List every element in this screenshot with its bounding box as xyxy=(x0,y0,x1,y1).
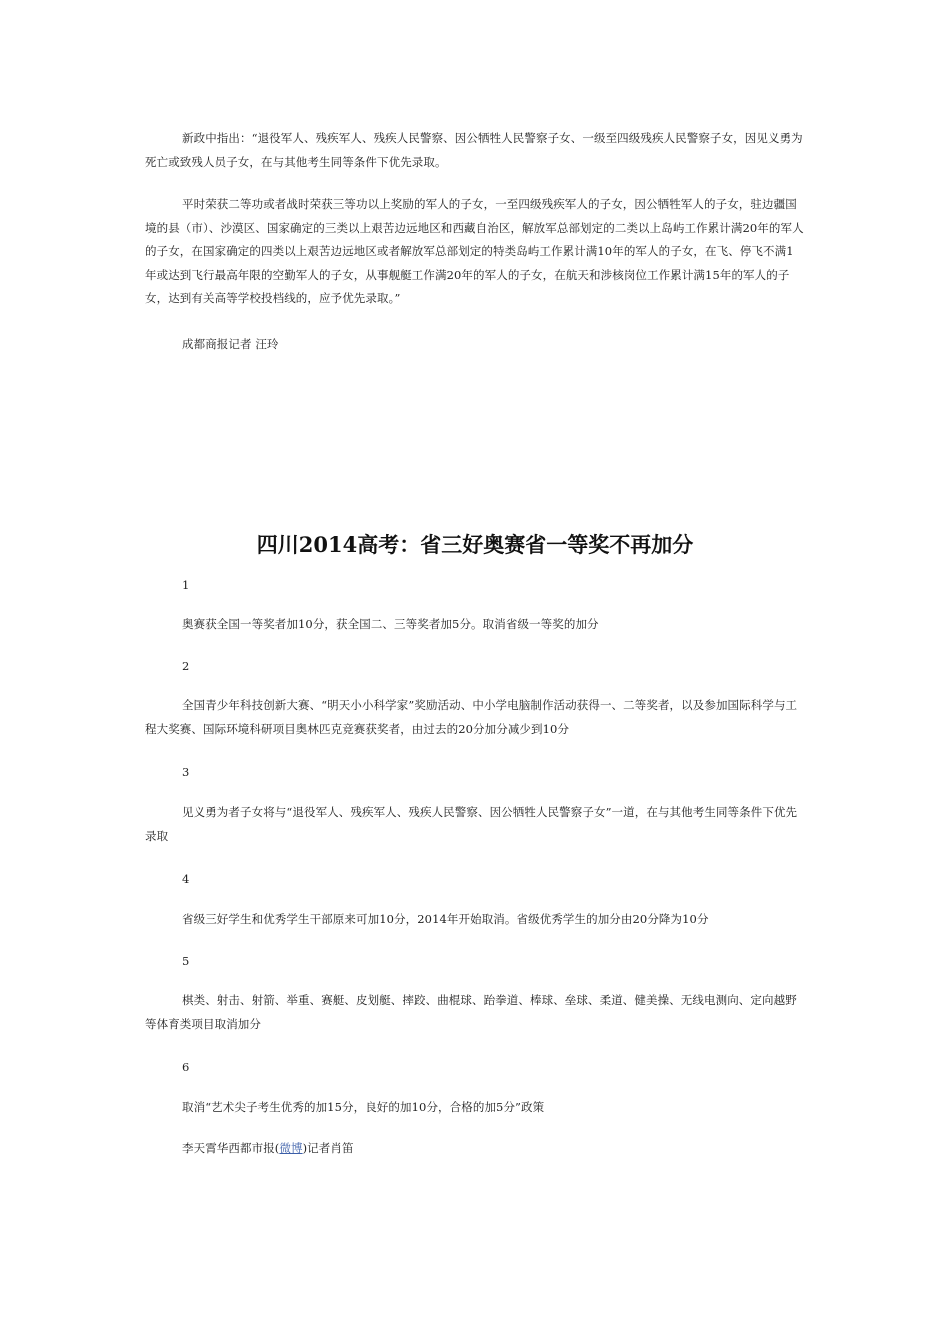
item-text-2: 全国青少年科技创新大赛、“明天小小科学家”奖励活动、中小学电脑制作活动获得一、二等奖者，以及参加国际科学与工程大奖赛、国际环境科研项目奥林匹克竞赛获奖者，由过去的20分加分减少到10分 xyxy=(145,698,798,736)
byline-huaxi xyxy=(145,1137,805,1161)
item-text-5: 棋类、射击、射箭、举重、赛艇、皮划艇、摔跤、曲棍球、跆拳道、棒球、垒球、柔道、健美操、无线电测向、定向越野等体育类项目取消加分 xyxy=(145,993,797,1031)
paragraph-new-policy: 新政中指出：“退役军人、残疾军人、残疾人民警察、因公牺牲人民警察子女、一级至四级残疾人民警察子女，因见义勇为死亡或致残人员子女，在与其他考生同等条件下优先录取。 xyxy=(145,131,803,169)
item-number-4: 4 xyxy=(182,872,190,886)
item-text-6: 取消“艺术尖子考生优秀的加15分，良好的加10分，合格的加5分”政策 xyxy=(182,1100,545,1114)
paragraph-military-children: 平时荣获二等功或者战时荣获三等功以上奖励的军人的子女，一至四级残疾军人的子女，因公牺牲军人的子女，驻边疆国境的县（市）、沙漠区、国家确定的三类以上艰苦边远地区和西藏自治区，解放军总部划定的二类以上岛屿工作累计满20年的军人的子女，在国家确定的四类以上艰苦边远地区或者解放军总部划定的特类岛屿工作累计满10年的军人的子女，在飞、停飞不满1年或达到飞行最高年限的空勤军人的子女，从事舰艇工作满20年的军人的子女，在航天和涉核岗位工作累计满15年的军人的子女，达到有关高等学校投档线的，应予优先录取。” xyxy=(145,197,804,305)
article-title: 四川2014高考：省三好奥赛省一等奖不再加分 xyxy=(256,532,694,557)
item-number-2: 2 xyxy=(182,659,190,673)
item-number-3: 3 xyxy=(182,765,190,779)
item-number-5: 5 xyxy=(182,954,190,968)
item-text-4: 省级三好学生和优秀学生干部原来可加10分，2014年开始取消。省级优秀学生的加分由20分降为10分 xyxy=(182,912,709,926)
item-text-3: 见义勇为者子女将与“退役军人、残疾军人、残疾人民警察、因公牺牲人民警察子女”一道，在与其他考生同等条件下优先录取 xyxy=(145,805,798,843)
byline-reporter-prefix: 李天霄华西都市报( xyxy=(182,1141,280,1155)
item-number-6: 6 xyxy=(182,1060,190,1074)
weibo-link[interactable]: 微博 xyxy=(279,1141,303,1155)
byline-chengdu: 成都商报记者 汪玲 xyxy=(182,337,279,351)
item-text-1: 奥赛获全国一等奖者加10分，获全国二、三等奖者加5分。取消省级一等奖的加分 xyxy=(182,617,599,631)
item-number-1: 1 xyxy=(182,578,190,592)
byline-reporter-suffix: )记者肖笛 xyxy=(302,1141,354,1155)
